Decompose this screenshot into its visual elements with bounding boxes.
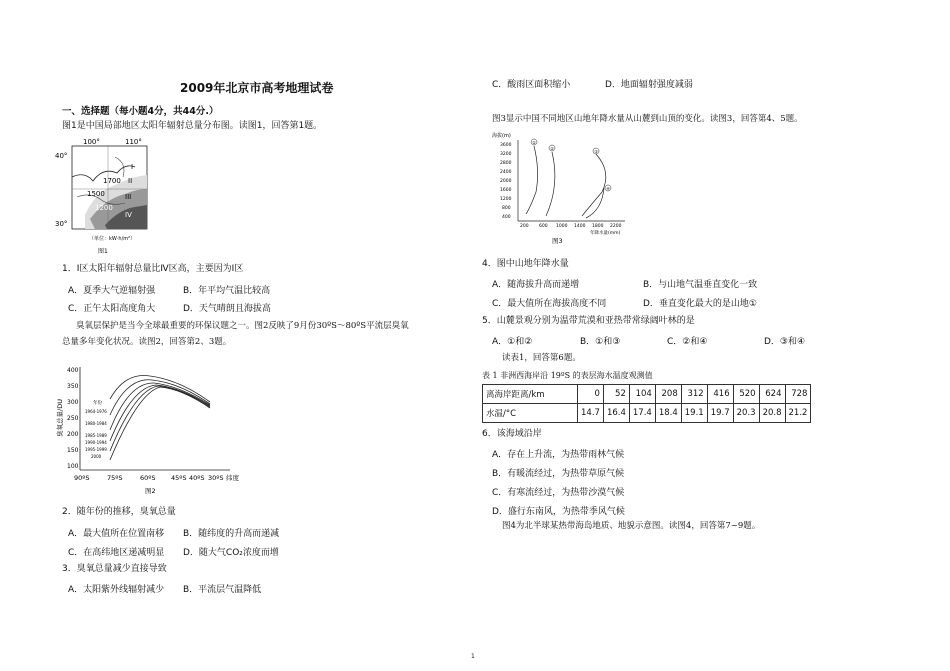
q2-option-b: B．随纬度的升高而递减	[183, 529, 280, 539]
fig1-isoline-1700: 1700	[103, 177, 121, 185]
q3-option-c: C．酸雨区面积缩小	[492, 80, 571, 90]
q4-stem: 4．图中山地年降水量	[482, 259, 569, 269]
table-cell: 19.7	[707, 404, 733, 423]
fig2-legend-item: 1995-1999	[85, 447, 107, 452]
fig2-xlabel: 纬度	[226, 474, 239, 482]
table-cell: 20.3	[733, 404, 759, 423]
table-cell: 17.4	[629, 404, 655, 423]
fig3-ytick: 2400	[500, 170, 512, 175]
q4-option-a: A．随海拔升高而递增	[492, 280, 580, 290]
fig1-region-3: III	[125, 193, 132, 201]
fig3-xtick: 1000	[556, 224, 568, 229]
fig2-legend-item: 2000	[91, 454, 102, 459]
q6-option-d: D．盛行东南风，为热带季风气候	[492, 507, 625, 517]
fig3-ytick: 1200	[500, 197, 512, 202]
fig3-ytick: 3600	[500, 143, 512, 148]
q4-option-c: C．最大值所在海拔高度不同	[492, 299, 607, 309]
ozone-intro-line1: 臭氧层保护是当今全球最重要的环保议题之一。图2反映了9月份30ºS～80ºS平流层臭氧	[76, 321, 409, 331]
table-cell: 624	[759, 385, 785, 404]
q2-option-d: D．随大气CO₂浓度而增	[183, 548, 279, 558]
fig2-xtick: 30ºS	[208, 474, 224, 482]
fig1-region-4: IV	[125, 211, 132, 219]
table-row	[483, 404, 811, 423]
fig1-caption: 图1	[98, 248, 108, 255]
table-cell: 19.1	[681, 404, 707, 423]
fig2-ytick: 150	[67, 447, 79, 454]
ozone-intro-line2: 总量多年变化状况。读图2，回答第2、3题。	[62, 337, 232, 347]
page-number: 1	[471, 653, 475, 660]
fig3-intro: 图3显示中国不同地区山地年降水量从山麓到山顶的变化。读图3，回答第4、5题。	[492, 114, 803, 124]
fig3-xtick: 600	[539, 224, 548, 229]
fig3-ytick: 800	[502, 206, 511, 211]
table1-caption: 表 1 非洲西海岸沿 19ºS 的表层海水温度观测值	[482, 371, 653, 380]
fig2-curve-1985	[110, 383, 210, 430]
fig2-ytick: 200	[67, 431, 79, 438]
q6-option-c: C．有寒流经过，为热带沙漠气候	[492, 488, 625, 498]
fig2-legend-item: 1985-1989	[85, 433, 107, 438]
fig3-ytick: 400	[502, 215, 511, 220]
fig3-xtick: 200	[520, 224, 529, 229]
fig2-ytick: 400	[67, 367, 79, 374]
q5-option-c: C．②和④	[667, 337, 708, 347]
table-cell: 728	[785, 385, 811, 404]
fig2-curve-1990	[110, 385, 210, 441]
fig3-curve-3	[582, 154, 606, 216]
table-cell: 208	[655, 385, 681, 404]
q6-option-a: A．存在上升流，为热带雨林气候	[492, 450, 625, 460]
q2-option-a: A．最大值所在位置南移	[68, 529, 165, 539]
figure-1-map	[55, 137, 155, 257]
table-cell: 18.4	[655, 404, 681, 423]
fig3-ylabel: 海拔(m)	[492, 133, 511, 139]
sea-temperature-table	[482, 384, 811, 423]
q1-option-c: C．正午太阳高度角大	[68, 304, 156, 314]
fig3-xtick: 1800	[592, 224, 604, 229]
table-cell: 16.4	[603, 404, 629, 423]
q4-option-b: B．与山地气温垂直变化一致	[643, 280, 758, 290]
q5-option-d: D．③和④	[764, 337, 806, 347]
table-cell: 0	[578, 385, 604, 404]
q3-option-d: D．地面辐射强度减弱	[605, 80, 693, 90]
fig2-ytick: 100	[67, 463, 79, 470]
fig2-curve-1995	[110, 386, 210, 451]
fig3-curve-2	[546, 152, 555, 216]
q2-option-c: C．在高纬地区递减明显	[68, 548, 165, 558]
fig3-ytick: 2800	[500, 161, 512, 166]
table-row-label: 离海岸距离/km	[483, 385, 578, 404]
fig4-intro: 图4为北半球某热带海岛地质、地貌示意图。读图4，回答第7~9题。	[502, 521, 761, 531]
fig3-curve-label: ③	[594, 149, 598, 154]
fig3-ytick: 1600	[500, 188, 512, 193]
q3-option-a: A．太阳紫外线辐射减少	[68, 585, 165, 595]
section-heading: 一、选择题（每小题4分，共44分.）	[62, 106, 219, 117]
table-cell: 520	[733, 385, 759, 404]
fig2-xtick: 45ºS	[171, 474, 187, 482]
figure-2-chart	[55, 357, 255, 502]
fig2-legend-title: 年份	[93, 401, 102, 406]
fig3-xtick: 1400	[574, 224, 586, 229]
fig2-legend-item: 1990-1994	[85, 440, 107, 445]
q4-option-d: D．垂直变化最大的是山地①	[643, 299, 757, 309]
table-cell: 104	[629, 385, 655, 404]
q2-stem: 2．随年份的推移，臭氧总量	[62, 507, 176, 517]
fig1-lon-100: 100°	[83, 138, 100, 146]
fig2-ytick: 300	[67, 399, 79, 406]
fig1-isoline-1500: 1500	[87, 190, 105, 198]
fig2-legend-item: 1964-1976	[85, 409, 107, 414]
page-title: 2009年北京市高考地理试卷	[180, 81, 334, 95]
fig3-curve-label: ①	[532, 140, 536, 145]
q5-option-a: A．①和②	[492, 337, 533, 347]
fig2-xtick: 40ºS	[189, 474, 205, 482]
fig1-lat-40: 40°	[55, 152, 68, 160]
q1-option-b: B．年平均气温比较高	[183, 286, 271, 296]
fig3-ytick: 3200	[500, 152, 512, 157]
q1-option-a: A．夏季大气逆辐射强	[68, 286, 156, 296]
q1-option-d: D．天气晴朗且海拔高	[183, 304, 271, 314]
fig1-lat-30: 30°	[55, 220, 68, 228]
fig3-caption: 图3	[552, 237, 563, 245]
fig3-xlabel: 年降水量(mm)	[590, 231, 621, 236]
q1-stem: 1．Ⅰ区太阳年辐射总量比Ⅳ区高，主要因为Ⅰ区	[62, 264, 244, 274]
fig1-region-1: I	[131, 163, 134, 171]
table-cell: 416	[707, 385, 733, 404]
fig2-legend-item: 1980-1984	[85, 421, 107, 426]
table-cell: 14.7	[578, 404, 604, 423]
figure-3-chart	[490, 130, 640, 250]
table-cell: 20.8	[759, 404, 785, 423]
q3-option-b: B．平流层气温降低	[183, 585, 262, 595]
fig2-ytick: 350	[67, 383, 79, 390]
q6-option-b: B．有暖流经过，为热带草原气候	[492, 469, 625, 479]
table-row	[483, 385, 811, 404]
fig2-caption: 图2	[145, 487, 156, 495]
table-row-label: 水温/°C	[483, 404, 578, 423]
fig1-lon-110: 110°	[125, 138, 142, 146]
fig3-curve-1	[526, 146, 538, 214]
table-cell: 21.2	[785, 404, 811, 423]
fig3-xtick: 2200	[610, 224, 622, 229]
fig2-xtick: 60ºS	[140, 474, 156, 482]
fig1-isoline-1200: 1200	[95, 204, 113, 212]
fig2-ylabel: 臭氧总量/DU	[56, 399, 64, 437]
q3-stem: 3．臭氧总量减少直接导致	[62, 564, 167, 574]
table-intro: 读表1，回答第6题。	[502, 353, 581, 363]
fig1-region-2: II	[128, 177, 133, 185]
fig2-xtick: 90ºS	[74, 474, 90, 482]
q5-option-b: B．①和③	[580, 337, 621, 347]
fig1-unit: （单位：kW·h/m²）	[89, 236, 136, 242]
fig3-curve-label: ②	[550, 146, 554, 151]
fig3-ytick: 2000	[500, 179, 512, 184]
table-cell: 52	[603, 385, 629, 404]
fig2-xtick: 75ºS	[107, 474, 123, 482]
fig3-curve-label: ④	[606, 186, 610, 191]
q5-stem: 5．山麓景观分别为温带荒漠和亚热带常绿阔叶林的是	[482, 316, 695, 326]
fig2-ytick: 250	[67, 415, 79, 422]
table-cell: 312	[681, 385, 707, 404]
fig1-intro: 图1是中国局部地区太阳年辐射总量分布图。读图1，回答第1题。	[62, 121, 323, 131]
q6-stem: 6．该海域沿岸	[482, 429, 542, 439]
